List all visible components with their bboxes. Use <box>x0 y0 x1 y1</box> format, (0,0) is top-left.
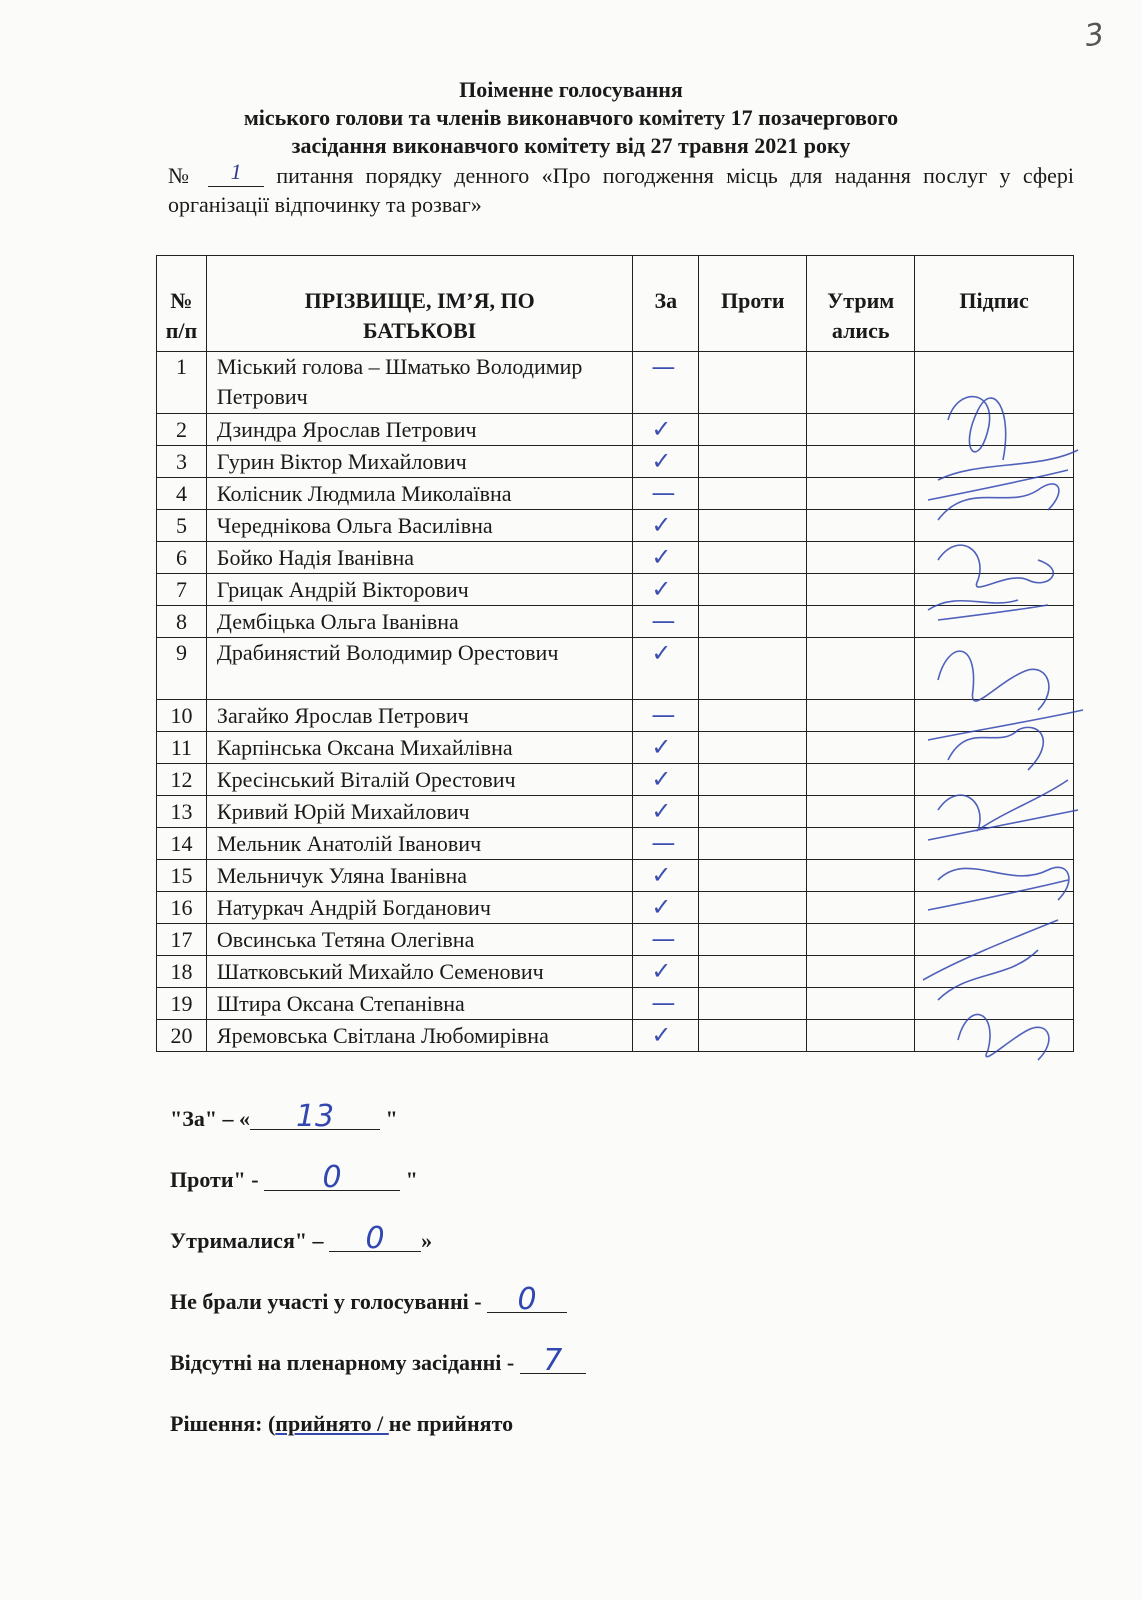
result-not-voted-value: 0 <box>487 1288 567 1313</box>
num: 6 <box>157 542 207 574</box>
header-for: За <box>633 256 699 352</box>
vote-against <box>699 446 807 478</box>
vote-against <box>699 860 807 892</box>
vote-for-mark: ✓ <box>633 956 699 988</box>
vote-for-mark: ✓ <box>633 446 699 478</box>
table-row <box>157 542 1074 574</box>
signature-cell <box>915 478 1074 510</box>
vote-for-mark: ✓ <box>633 638 699 700</box>
vote-against <box>699 700 807 732</box>
vote-abstained <box>807 414 915 446</box>
table-row <box>157 478 1074 510</box>
vote-against <box>699 796 807 828</box>
header-signature: Підпис <box>915 256 1074 352</box>
num: 12 <box>157 764 207 796</box>
result-for-value: 13 <box>250 1105 380 1130</box>
table-row <box>157 414 1074 446</box>
result-abstained: Утрималися" – 0 » <box>170 1221 433 1256</box>
signature-cell <box>915 510 1074 542</box>
name: Колісник Людмила Миколаївна <box>206 478 632 510</box>
vote-against <box>699 828 807 860</box>
vote-abstained <box>807 924 915 956</box>
vote-for-mark: — <box>633 606 699 638</box>
result-against-value: 0 <box>264 1166 400 1191</box>
num: 4 <box>157 478 207 510</box>
num: 19 <box>157 988 207 1020</box>
name: Бойко Надія Іванівна <box>206 542 632 574</box>
vote-abstained <box>807 956 915 988</box>
vote-abstained <box>807 574 915 606</box>
vote-for-mark: — <box>633 700 699 732</box>
header-abstained: Утрим ались <box>807 256 915 352</box>
vote-abstained <box>807 606 915 638</box>
signature-cell <box>915 828 1074 860</box>
num: 2 <box>157 414 207 446</box>
name: Драбинястий Володимир Орестович <box>206 638 632 700</box>
signature-cell <box>915 606 1074 638</box>
num: 18 <box>157 956 207 988</box>
name: Мельник Анатолій Іванович <box>206 828 632 860</box>
header-title: Поіменне голосування <box>459 77 683 102</box>
vote-against <box>699 574 807 606</box>
vote-abstained <box>807 796 915 828</box>
voting-table <box>156 255 1074 1052</box>
signature-cell <box>915 446 1074 478</box>
name: Яремовська Світлана Любомирівна <box>206 1020 632 1052</box>
result-absent: Відсутні на пленарному засіданні - 7 <box>170 1349 586 1410</box>
table-row <box>157 860 1074 892</box>
num: 15 <box>157 860 207 892</box>
name: Міський голова – Шматько Володимир Петрович <box>206 352 632 414</box>
question-text: питання порядку денного «Про погодження місць для надання послуг у сфері організації відпочинку та розваг» <box>168 163 1074 217</box>
vote-against <box>699 732 807 764</box>
name: Кресінський Віталій Орестович <box>206 764 632 796</box>
vote-for-mark: ✓ <box>633 796 699 828</box>
table-row <box>157 510 1074 542</box>
vote-abstained <box>807 542 915 574</box>
header-date: засідання виконавчого комітету від 27 травня 2021 року <box>291 133 851 158</box>
vote-abstained <box>807 638 915 700</box>
name: Грицак Андрій Вікторович <box>206 574 632 606</box>
num: 13 <box>157 796 207 828</box>
table-row <box>157 892 1074 924</box>
vote-for-mark: ✓ <box>633 574 699 606</box>
table-row <box>157 638 1074 700</box>
signature-cell <box>915 860 1074 892</box>
signature-cell <box>915 700 1074 732</box>
vote-against <box>699 414 807 446</box>
page-number: 3 <box>1082 16 1107 55</box>
vote-for-mark: ✓ <box>633 732 699 764</box>
vote-against <box>699 1020 807 1052</box>
num: 5 <box>157 510 207 542</box>
table-row <box>157 828 1074 860</box>
vote-abstained <box>807 446 915 478</box>
name: Овсинська Тетяна Олегівна <box>206 924 632 956</box>
num: 17 <box>157 924 207 956</box>
signature-cell <box>915 414 1074 446</box>
name: Дзиндра Ярослав Петрович <box>206 414 632 446</box>
vote-abstained <box>807 352 915 414</box>
result-absent-value: 7 <box>520 1349 586 1374</box>
table-row <box>157 574 1074 606</box>
name: Шатковський Михайло Семенович <box>206 956 632 988</box>
name: Натуркач Андрій Богданович <box>206 892 632 924</box>
vote-for-mark: ✓ <box>633 510 699 542</box>
num: 3 <box>157 446 207 478</box>
name: Карпінська Оксана Михайлівна <box>206 732 632 764</box>
signature-cell <box>915 796 1074 828</box>
vote-against <box>699 510 807 542</box>
result-not-voted: Не брали участі у голосуванні - 0 <box>170 1288 586 1349</box>
vote-against <box>699 892 807 924</box>
table-row <box>157 924 1074 956</box>
num: 10 <box>157 700 207 732</box>
table-row <box>157 1020 1074 1052</box>
num: 7 <box>157 574 207 606</box>
vote-abstained <box>807 732 915 764</box>
table-row <box>157 796 1074 828</box>
vote-against <box>699 606 807 638</box>
signature-cell <box>915 988 1074 1020</box>
question-prefix: № <box>168 163 196 188</box>
vote-abstained <box>807 478 915 510</box>
agenda-question <box>168 159 1074 219</box>
document-header <box>0 76 1142 160</box>
table-row <box>157 606 1074 638</box>
header-num: № п/п <box>157 256 207 352</box>
vote-for-mark: ✓ <box>633 1020 699 1052</box>
name: Кривий Юрій Михайлович <box>206 796 632 828</box>
signature-cell <box>915 352 1074 414</box>
header-name: ПРІЗВИЩЕ, ІМ’Я, ПО БАТЬКОВІ <box>206 256 632 352</box>
table-row <box>157 352 1074 414</box>
name: Мельничук Уляна Іванівна <box>206 860 632 892</box>
vote-against <box>699 478 807 510</box>
signature-cell <box>915 732 1074 764</box>
vote-for-mark: ✓ <box>633 860 699 892</box>
vote-for-mark: ✓ <box>633 414 699 446</box>
name: Череднікова Ольга Василівна <box>206 510 632 542</box>
vote-abstained <box>807 828 915 860</box>
table-row <box>157 732 1074 764</box>
vote-against <box>699 352 807 414</box>
vote-abstained <box>807 892 915 924</box>
vote-against <box>699 924 807 956</box>
name: Штира Оксана Степанівна <box>206 988 632 1020</box>
vote-for-mark: ✓ <box>633 892 699 924</box>
vote-against <box>699 542 807 574</box>
decision: Рішення: (прийнято / не прийнято <box>170 1411 514 1436</box>
vote-against <box>699 638 807 700</box>
vote-results <box>170 1099 586 1471</box>
vote-against <box>699 988 807 1020</box>
decision-adopted: прийнято / <box>275 1411 389 1436</box>
num: 1 <box>157 352 207 414</box>
name: Загайко Ярослав Петрович <box>206 700 632 732</box>
vote-abstained <box>807 700 915 732</box>
table-row <box>157 956 1074 988</box>
table-row <box>157 700 1074 732</box>
header-subtitle: міського голови та членів виконавчого комітету 17 позачергового <box>243 105 899 130</box>
signature-cell <box>915 924 1074 956</box>
signature-cell <box>915 892 1074 924</box>
vote-abstained <box>807 1020 915 1052</box>
num: 11 <box>157 732 207 764</box>
vote-abstained <box>807 764 915 796</box>
signature-cell <box>915 1020 1074 1052</box>
signature-cell <box>915 638 1074 700</box>
vote-against <box>699 956 807 988</box>
result-for: "За" – « 13 " <box>170 1099 398 1134</box>
vote-for-mark: — <box>633 828 699 860</box>
vote-for-mark: ✓ <box>633 764 699 796</box>
num: 20 <box>157 1020 207 1052</box>
name: Гурин Віктор Михайлович <box>206 446 632 478</box>
num: 16 <box>157 892 207 924</box>
vote-abstained <box>807 988 915 1020</box>
vote-for-mark: — <box>633 924 699 956</box>
vote-abstained <box>807 860 915 892</box>
vote-abstained <box>807 510 915 542</box>
name: Дембіцька Ольга Іванівна <box>206 606 632 638</box>
result-against: Проти" - 0 " <box>170 1160 418 1195</box>
vote-for-mark: — <box>633 478 699 510</box>
table-row <box>157 764 1074 796</box>
decision-rejected: не прийнято <box>388 1411 514 1436</box>
vote-against <box>699 764 807 796</box>
header-against: Проти <box>699 256 807 352</box>
num: 14 <box>157 828 207 860</box>
vote-for-mark: ✓ <box>633 542 699 574</box>
signature-cell <box>915 956 1074 988</box>
question-number: 1 <box>208 158 264 187</box>
table-row <box>157 446 1074 478</box>
vote-for-mark: — <box>633 988 699 1020</box>
signature-cell <box>915 764 1074 796</box>
result-abstained-value: 0 <box>329 1227 421 1252</box>
signature-cell <box>915 574 1074 606</box>
signature-cell <box>915 542 1074 574</box>
table-header-row <box>157 256 1074 352</box>
num: 8 <box>157 606 207 638</box>
num: 9 <box>157 638 207 700</box>
table-row <box>157 988 1074 1020</box>
vote-for-mark: — <box>633 352 699 414</box>
